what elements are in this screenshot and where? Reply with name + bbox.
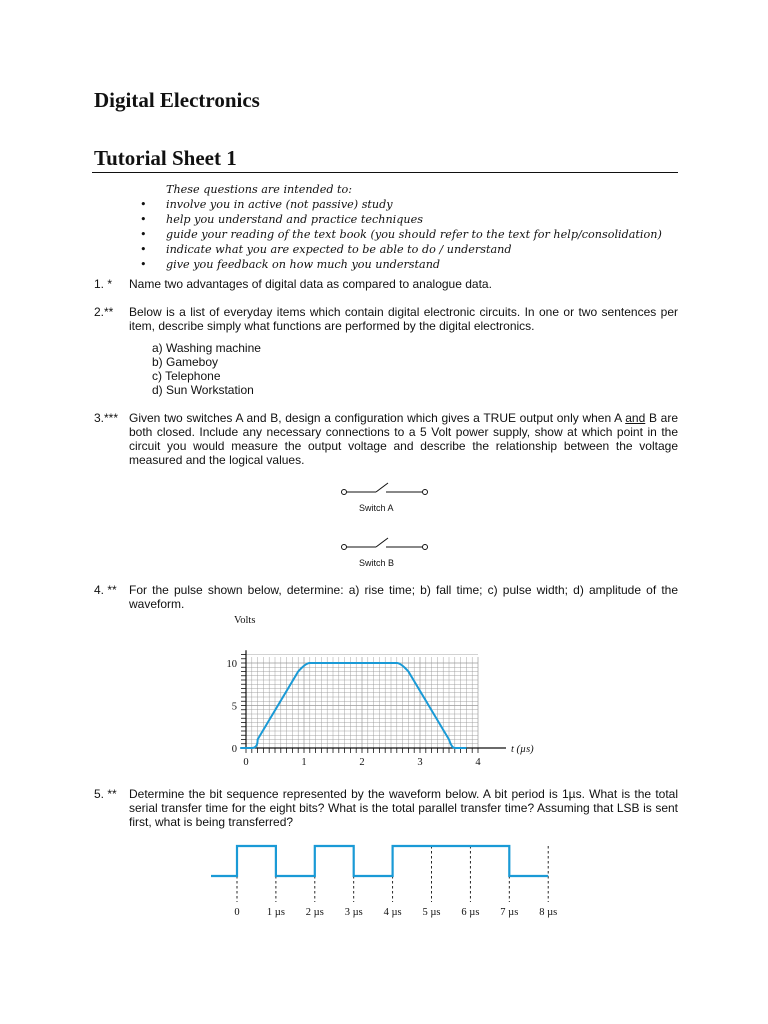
time-tick-label: 7 µs	[500, 907, 519, 918]
question-text: Determine the bit sequence represented by the waveform below. A bit period is 1µs. What is the total serial transfer time for the eight bits? What is the total parallel transfer time? Assuming that LSB is sent first, what is being transferred?	[129, 787, 678, 829]
question-number: 2.**	[94, 305, 114, 319]
question-text: Name two advantages of digital data as compared to analogue data.	[129, 277, 492, 291]
intro-bullet: • help you understand and practice techniques	[140, 213, 423, 226]
question-text: Given two switches A and B, design a configuration which gives a TRUE output only when A and B are both closed. Include any necessary connections to a 5 Volt power supply, show at which point in the circuit you would measure the output voltage and describe the relationship between the voltage measured and the logical values.	[129, 411, 679, 467]
question-number: 3.***	[94, 411, 119, 425]
intro-bullet: • involve you in active (not passive) study	[140, 198, 393, 211]
switch-a-label: Switch A	[359, 503, 394, 513]
y-tick-label: 10	[226, 659, 237, 670]
question-number: 1. *	[94, 277, 113, 291]
bullet-icon: •	[140, 228, 147, 241]
intro-bullet: • give you feedback on how much you understand	[140, 258, 441, 271]
x-tick-label: 2	[359, 757, 365, 768]
time-tick-label: 3 µs	[344, 907, 363, 918]
bullet-icon: •	[140, 213, 147, 226]
time-tick-label: 6 µs	[461, 907, 480, 918]
time-tick-label: 0	[234, 907, 240, 918]
x-tick-label: 0	[243, 757, 249, 768]
time-tick-label: 8 µs	[539, 907, 558, 918]
bullet-icon: •	[140, 258, 147, 271]
list-item: b) Gameboy	[152, 355, 219, 369]
x-tick-label: 1	[301, 757, 307, 768]
time-tick-label: 1 µs	[266, 907, 285, 918]
emphasis-and: and	[625, 411, 646, 425]
document-title: Digital Electronics	[94, 88, 260, 112]
list-item: d) Sun Workstation	[152, 383, 254, 397]
y-tick-label: 5	[231, 701, 237, 713]
intro-bullet: • indicate what you are expected to be able to do / understand	[140, 243, 512, 256]
switch-b-label: Switch B	[359, 558, 395, 568]
time-tick-label: 5 µs	[422, 907, 441, 918]
list-item: a) Washing machine	[152, 341, 261, 355]
intro-heading: These questions are intended to:	[166, 183, 353, 196]
bullet-icon: •	[140, 198, 147, 211]
x-axis-label: t (µs)	[511, 744, 534, 755]
question-text: For the pulse shown below, determine: a) rise time; b) fall time; c) pulse width; d) amplitude of the waveform.	[129, 583, 678, 611]
question-text: Below is a list of everyday items which contain digital electronic circuits. In one or two sentences per item, describe simply what functions are performed by the digital electronics.	[129, 305, 678, 333]
question-number: 4. **	[94, 583, 117, 597]
list-item: c) Telephone	[152, 369, 221, 383]
time-tick-label: 2 µs	[305, 907, 324, 918]
intro-bullet: • guide your reading of the text book (you should refer to the text for help/consolidation)	[140, 228, 662, 241]
x-tick-label: 4	[475, 757, 481, 768]
time-tick-label: 4 µs	[383, 907, 402, 918]
bullet-icon: •	[140, 243, 147, 256]
question-number: 5. **	[94, 787, 117, 801]
sheet-title: Tutorial Sheet 1	[94, 146, 237, 170]
question-5	[94, 787, 678, 829]
y-tick-label: 0	[231, 744, 237, 755]
x-tick-label: 3	[417, 757, 423, 768]
y-axis-label: Volts	[234, 615, 256, 626]
